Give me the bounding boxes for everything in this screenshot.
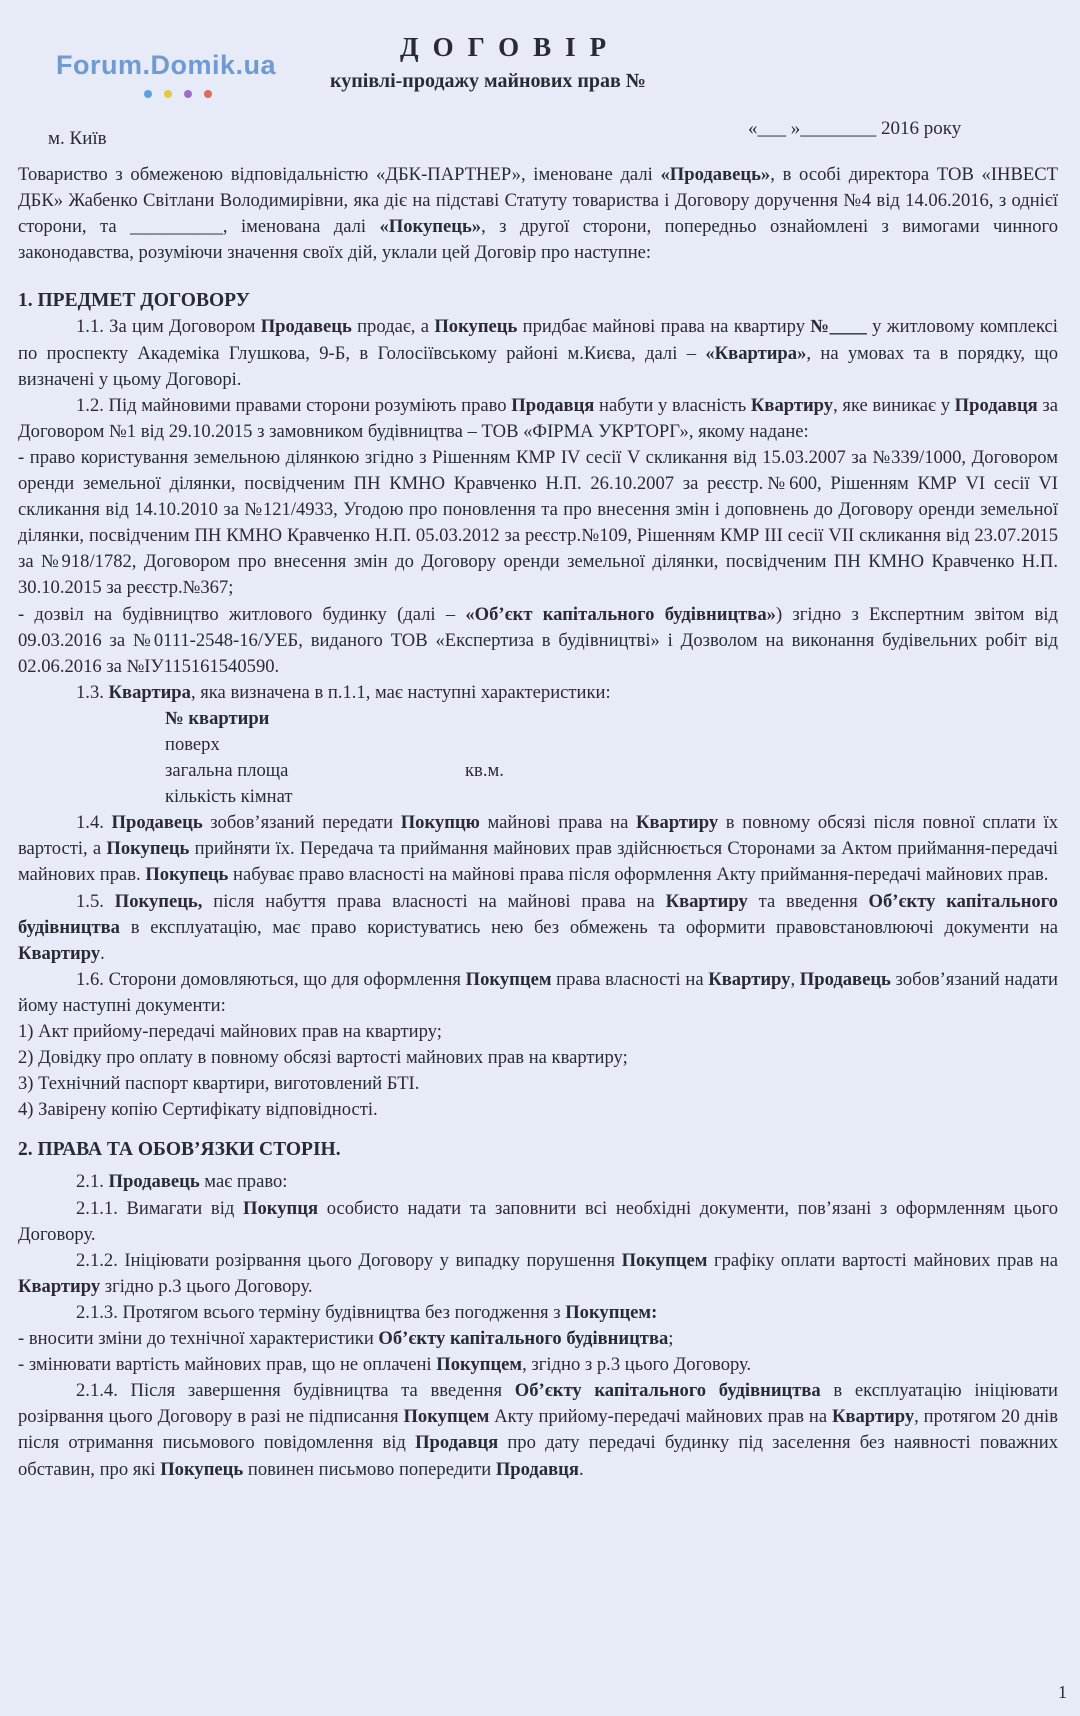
clause-2-1 xyxy=(18,1169,1058,1195)
text: 1.1. За цим Договором xyxy=(76,316,261,338)
document-subtitle: купівлі-продажу майнових прав № xyxy=(330,70,646,92)
clause-1-2-permit xyxy=(18,602,1058,680)
bold-term: «Квартира» xyxy=(705,342,807,364)
text: , протягом 20 днів після отримання письмового повідомлення від xyxy=(18,1406,1058,1454)
document-list-item: 3) Технічний паспорт квартири, виготовлений БТІ. xyxy=(18,1073,420,1095)
bold-term: «Продавець» xyxy=(660,164,771,185)
watermark-logo xyxy=(56,50,276,103)
clause-2-1-2 xyxy=(18,1248,1058,1300)
logo-text: Forum.Domik.ua xyxy=(56,50,277,80)
apartment-characteristics xyxy=(165,706,1058,810)
bold-term: Покупцем xyxy=(621,1249,708,1271)
bold-term: Продавець xyxy=(260,316,352,338)
text: за Договором №1 від 29.10.2015 з замовником будівництва – ТОВ «ФІРМА УКРТОРГ», якому надане: xyxy=(18,394,1059,442)
bold-term: Покупець xyxy=(106,838,190,860)
text: 1.6. Сторони домовляються, що для оформлення xyxy=(76,968,466,990)
bold-term: Продавця xyxy=(495,1458,579,1480)
bold-term: Об’єкту капітального будівництва xyxy=(514,1380,821,1402)
bold-term: Продавець xyxy=(111,812,203,834)
clause-1-6 xyxy=(18,967,1058,1019)
logo-dot xyxy=(164,90,172,98)
text: 2.1.1. Вимагати від xyxy=(76,1197,244,1219)
bold-term: Покупець, xyxy=(114,890,203,912)
bold-term: Квартира xyxy=(108,681,191,703)
logo-dots xyxy=(144,85,276,103)
bold-term: Покупцю xyxy=(400,812,480,834)
text: зобов’язаний надати йому наступні документи: xyxy=(18,968,1059,1016)
document-list-item: 2) Довідку про оплату в повному обсязі вартості майнових прав на квартиру; xyxy=(18,1047,628,1069)
text: майнові права на xyxy=(479,812,636,834)
text: набути у власність xyxy=(594,394,751,416)
bold-term: Покупець xyxy=(160,1458,244,1480)
clause-1-3 xyxy=(18,680,1058,706)
text: 1.5. xyxy=(76,890,115,912)
clause-2-1-1 xyxy=(18,1196,1058,1248)
char-area-unit: кв.м. xyxy=(465,760,504,782)
text: , яке виникає у xyxy=(833,394,955,416)
text: - дозвіл на будівництво житлового будинку (далі – xyxy=(18,603,466,625)
text: , яка визначена в п.1.1, має наступні характеристики: xyxy=(190,681,611,703)
text: згідно р.3 цього Договору. xyxy=(100,1275,313,1297)
preamble xyxy=(18,162,1058,266)
clause-1-2-land-rights: - право користування земельною ділянкою згідно з Рішенням КМР IV сесії V скликання від 15.03.2007 за №339/1000, Договором оренди земельної ділянки, посвідченим ПН КМНО Кравченко Н.П. 26.10.2007 за реєстр.№600, Рішенням КМР VI сесії VI скликання від 14.10.2010 за №121/4933, Угодою про поновлення та про внесення змін і доповнень до Договору оренди земельної ділянки, посвідченим ПН КМНО Кравченко Н.П. 05.03.2012 за реєстр.№109, Рішенням КМР III сесії VII скликання від 23.07.2015 за №918/1782, Договором про внесення змін до Договору оренди земельної ділянки, посвідченим ПН КМНО Кравченко Н.П. 30.10.2015 за реєстр.№367; xyxy=(18,446,1058,599)
text: продає, а xyxy=(351,316,435,338)
bold-term: Квартиру xyxy=(636,812,719,834)
bold-term: Об’єкту капітального будівництва xyxy=(18,890,1058,938)
text: графіку оплати вартості майнових прав на xyxy=(707,1249,1058,1271)
char-floor: поверх xyxy=(165,733,220,755)
bold-term: Квартиру xyxy=(708,968,791,990)
text: в експлуатацію ініціювати розірвання цього Договору в разі не підписання xyxy=(18,1380,1058,1428)
text: 2.1. xyxy=(76,1171,109,1193)
bold-term: Покупця xyxy=(243,1197,319,1219)
text: має право: xyxy=(199,1171,288,1193)
bold-term: №____ xyxy=(810,316,867,338)
text: після набуття права власності на майнові права на xyxy=(202,890,666,912)
clause-1-2 xyxy=(18,393,1058,445)
text: особисто надати та заповнити всі необхідні документи, пов’язані з оформленням цього Договору. xyxy=(18,1197,1058,1245)
text: прийняти їх. Передача та приймання майнових прав здійснюється Сторонами за Актом приймання-передачі майнових прав. xyxy=(18,838,1058,886)
clause-2-1-3 xyxy=(18,1300,1058,1326)
bold-term: Покупець xyxy=(145,864,229,886)
bold-term: Квартиру xyxy=(831,1406,915,1428)
document-title: ДОГОВІР xyxy=(400,32,621,62)
clause-2-1-3-item xyxy=(18,1326,1058,1352)
bold-term: Продавця xyxy=(415,1432,499,1454)
document-city: м. Київ xyxy=(48,128,107,149)
text: , з другої сторони, попередньо ознайомлені з вимогами чинного законодавства, розуміючи значення своїх дій, уклали цей Договір про наступне: xyxy=(18,216,1058,264)
bold-term: Квартиру xyxy=(18,942,101,964)
char-rooms: кількість кімнат xyxy=(165,786,293,808)
text: про дату передачі будинку під заселення без наявності поважних обставин, про які xyxy=(18,1432,1058,1480)
clause-2-1-3-item xyxy=(18,1352,1058,1378)
clause-2-1-4 xyxy=(18,1378,1058,1482)
section-1-heading: 1. ПРЕДМЕТ ДОГОВОРУ xyxy=(18,290,250,312)
text: 2.1.4. Після завершення будівництва та введення xyxy=(76,1380,515,1402)
text: придбає майнові права на квартиру xyxy=(517,316,811,338)
section-2-heading: 2. ПРАВА ТА ОБОВ’ЯЗКИ СТОРІН. xyxy=(18,1139,341,1161)
logo-dot xyxy=(144,90,152,98)
text: повинен письмово попередити xyxy=(243,1458,496,1480)
bold-term: Покупцем xyxy=(465,968,552,990)
bold-term: Покупцем xyxy=(403,1406,490,1428)
text: - вносити зміни до технічної характеристики xyxy=(18,1328,379,1350)
bold-term: Продавець xyxy=(799,968,891,990)
text: 2.1.2. Ініціювати розірвання цього Договору у випадку порушення xyxy=(76,1249,622,1271)
text: 1.3. xyxy=(76,681,109,703)
clause-1-1 xyxy=(18,314,1058,392)
bold-term: Об’єкту капітального будівництва xyxy=(378,1328,669,1350)
text: Товариство з обмеженою відповідальністю «ДБК-ПАРТНЕР», іменоване далі xyxy=(18,164,661,185)
clause-1-5 xyxy=(18,889,1058,967)
text: . xyxy=(578,1458,584,1480)
text: , на умовах та в порядку, що визначені у цьому Договорі. xyxy=(18,342,1058,390)
text: та введення xyxy=(747,890,869,912)
document-list-item: 1) Акт прийому-передачі майнових прав на квартиру; xyxy=(18,1021,442,1042)
text: Акту прийому-передачі майнових прав на xyxy=(489,1406,832,1428)
text: , xyxy=(790,968,800,990)
text: у житловому комплексі по проспекту Академіка Глушкова, 9-Б, в Голосіївському районі м.Києва, далі – xyxy=(18,316,1058,364)
char-total-area: загальна площа xyxy=(165,760,289,782)
text: , в особі директора ТОВ «ІНВЕСТ ДБК» Жабенко Світлани Володимирівни, яка діє на підставі Статуту товариства і Договору доручення №4 від 14.06.2016, з однієї сторони, та __________, іменована далі xyxy=(18,164,1058,238)
text: в повному обсязі після повної сплати їх вартості, а xyxy=(18,812,1058,860)
bold-term: Продавця xyxy=(954,394,1038,416)
clause-1-4 xyxy=(18,810,1058,888)
text: ; xyxy=(668,1328,674,1350)
bold-term: «Об’єкт капітального будівництва» xyxy=(465,603,776,625)
bold-term: Покупцем: xyxy=(565,1301,658,1323)
page-number: 1 xyxy=(1058,1682,1067,1702)
text: 1.4. xyxy=(76,812,112,834)
text: права власності на xyxy=(551,968,709,990)
document-list-item: 4) Завірену копію Сертифікату відповідності. xyxy=(18,1099,378,1121)
bold-term: Покупець xyxy=(434,316,518,338)
char-apartment-number: № квартири xyxy=(165,707,270,729)
text: набуває право власності на майнові права після оформлення Акту приймання-передачі майнових прав. xyxy=(228,864,1049,886)
bold-term: Продавця xyxy=(511,394,595,416)
text: зобов’язаний передати xyxy=(202,812,401,834)
text: ) згідно з Експертним звітом від 09.03.2016 за №0111-2548-16/УЕБ, виданого ТОВ «Експертиза в будівництві» і Дозволом на виконання будівельних робіт від 02.06.2016 за №ІУ115161540590. xyxy=(18,603,1058,677)
bold-term: Квартиру xyxy=(18,1275,101,1297)
text: 1.2. Під майновими правами сторони розуміють право xyxy=(76,394,512,416)
document-date: «___ »________ 2016 року xyxy=(748,118,962,139)
text: - змінювати вартість майнових прав, що не оплачені xyxy=(18,1354,437,1376)
bold-term: Квартиру xyxy=(750,394,834,416)
text: в експлуатацію, має право користуватись нею без обмежень та оформити правовстановлюючі документи на xyxy=(119,916,1058,938)
document-body xyxy=(18,162,1058,1483)
logo-dot xyxy=(184,90,192,98)
bold-term: Продавець xyxy=(108,1171,200,1193)
bold-term: «Покупець» xyxy=(379,216,482,238)
logo-dot xyxy=(204,90,212,98)
bold-term: Квартиру xyxy=(665,890,748,912)
bold-term: Покупцем xyxy=(436,1354,523,1376)
text: , згідно з р.3 цього Договору. xyxy=(522,1354,752,1376)
text: . xyxy=(100,942,105,964)
text: 2.1.3. Протягом всього терміну будівництва без погодження з xyxy=(76,1301,566,1323)
